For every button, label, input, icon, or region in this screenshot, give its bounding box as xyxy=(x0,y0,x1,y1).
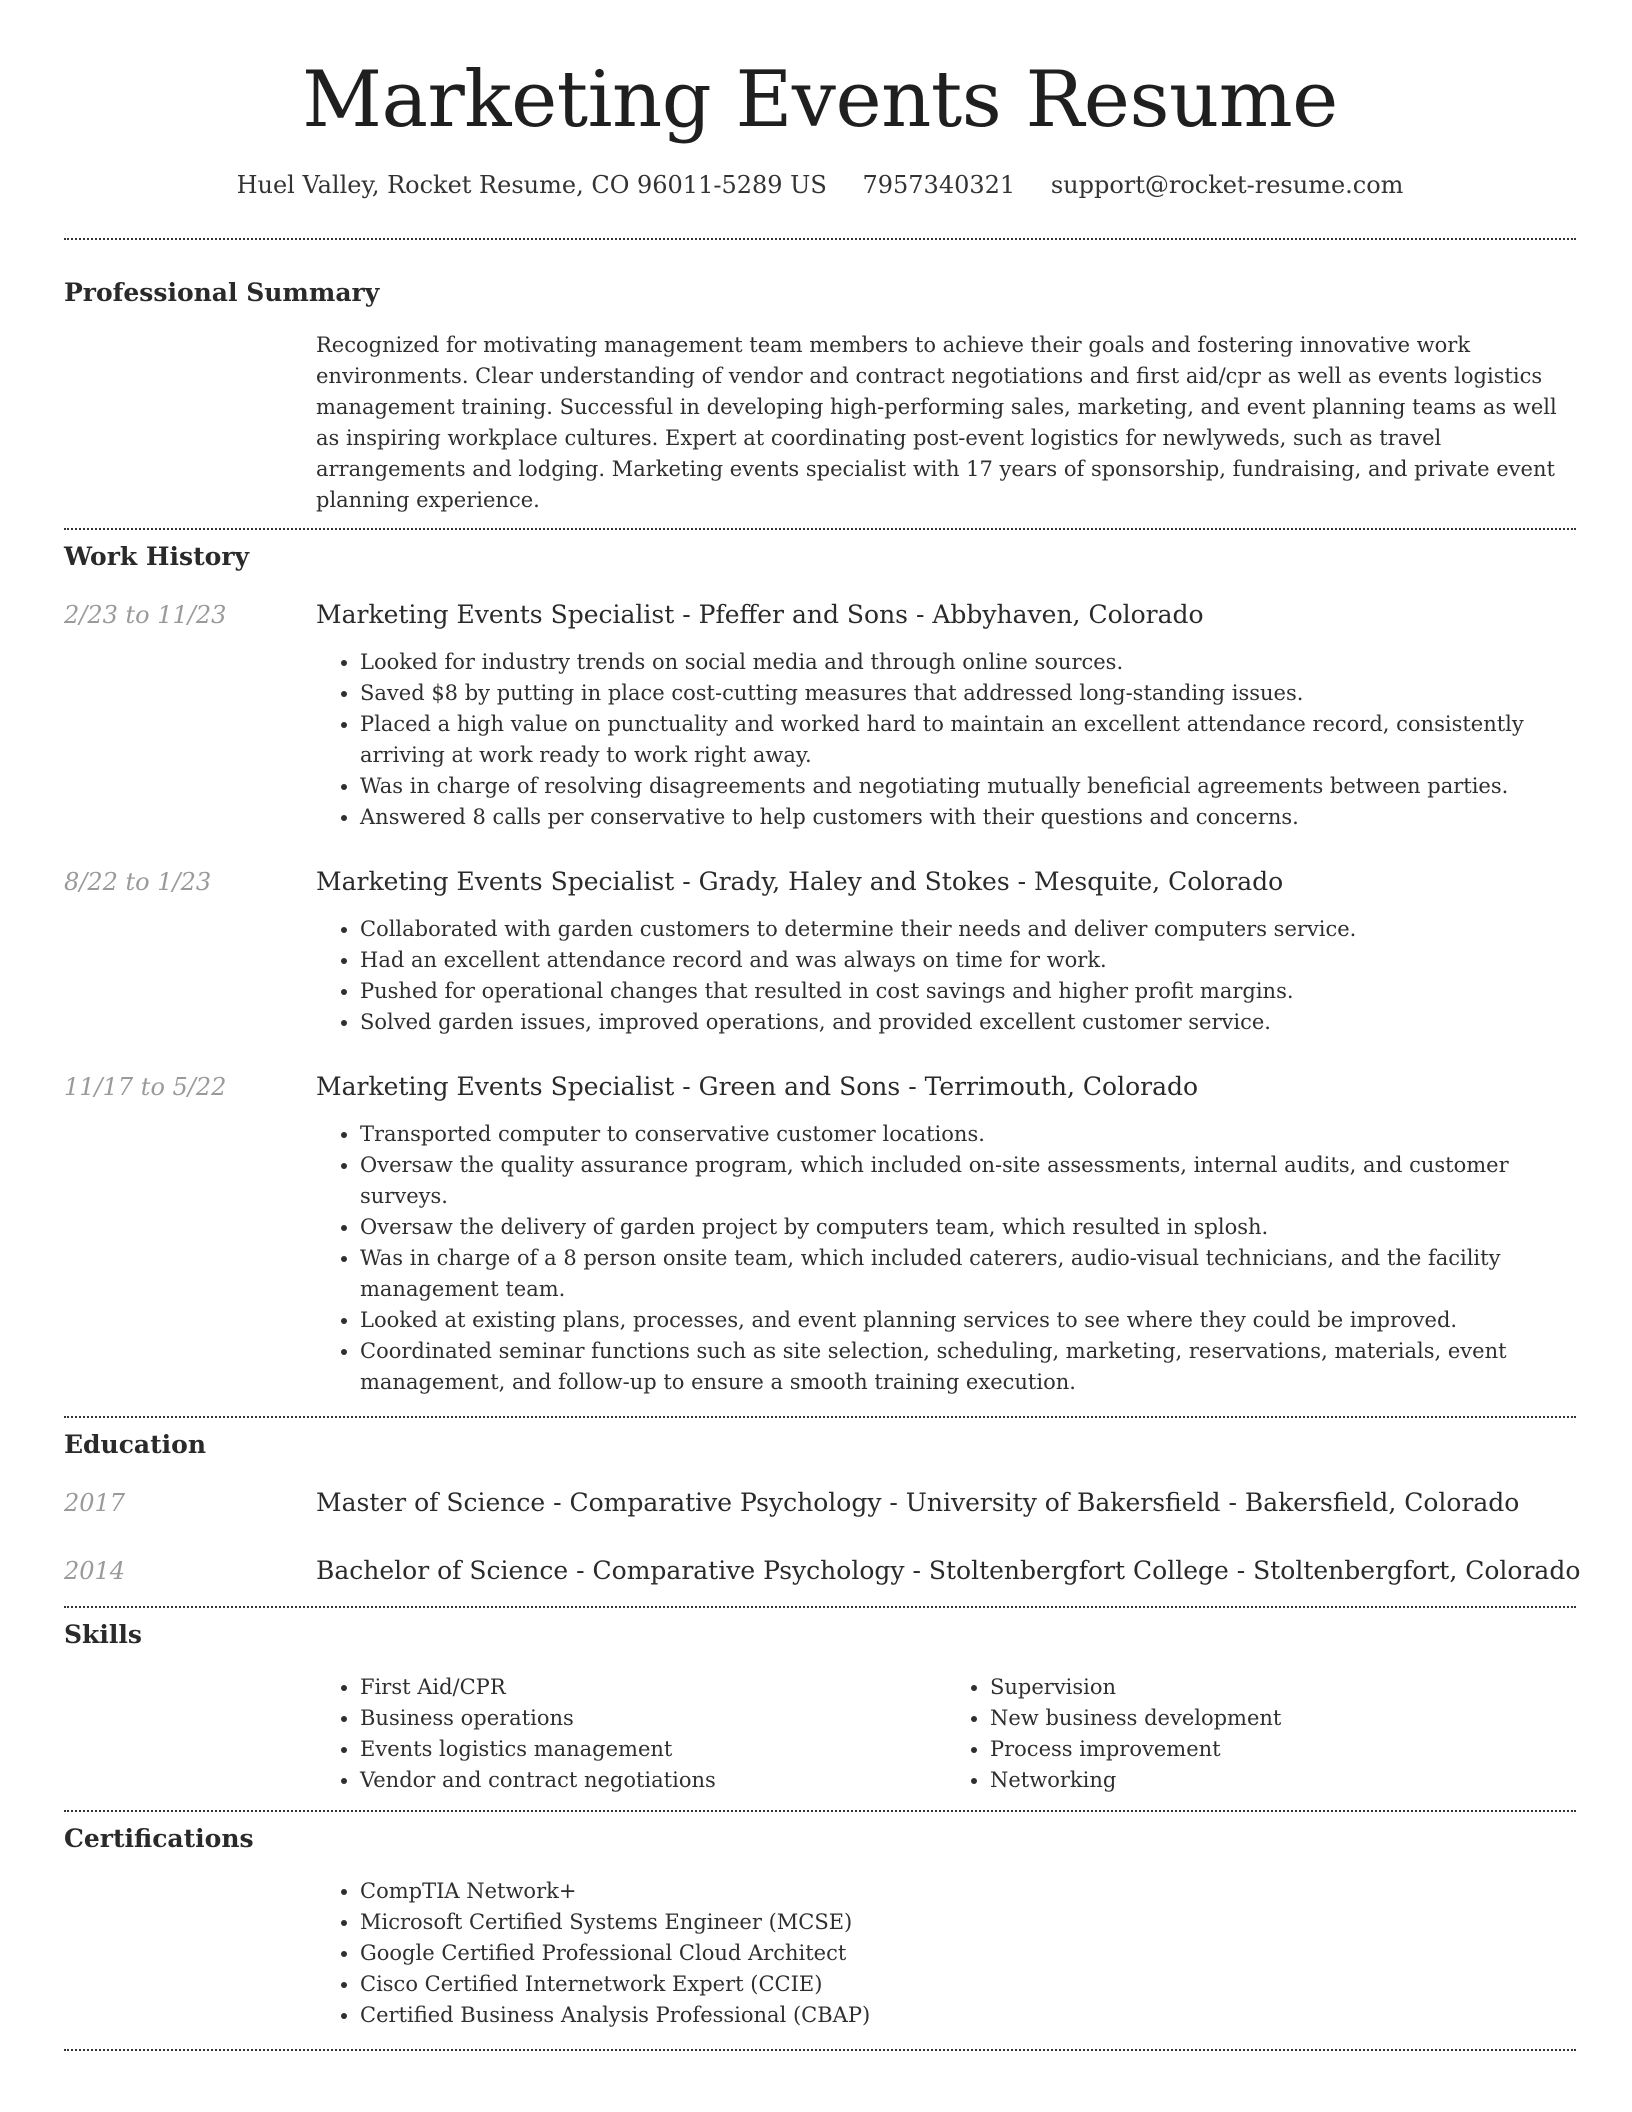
list-item: • Answered 8 calls per conservative to help customers with their questions and concerns. xyxy=(360,802,1576,833)
list-item: • Placed a high value on punctuality and worked hard to maintain an excellent attendance record, consistently arriving at work ready to work right away. xyxy=(360,709,1576,771)
job-bullets xyxy=(316,914,1576,1038)
contact-line xyxy=(64,170,1576,200)
education-entry xyxy=(64,1488,1576,1518)
list-item: • Events logistics management xyxy=(360,1734,946,1765)
job-title: Marketing Events Specialist - Grady, Haley and Stokes - Mesquite, Colorado xyxy=(316,867,1284,896)
summary-heading: Professional Summary xyxy=(64,278,380,307)
address: Huel Valley, Rocket Resume, CO 96011-5289 US xyxy=(236,171,827,199)
list-item: • Oversaw the quality assurance program, which included on-site assessments, internal audits, and customer surveys. xyxy=(360,1150,1576,1212)
list-item: • Supervision xyxy=(990,1672,1576,1703)
job-entry xyxy=(64,1072,1576,1102)
list-item: • Had an excellent attendance record and was always on time for work. xyxy=(360,945,1576,976)
list-item: • Looked at existing plans, processes, and event planning services to see where they could be improved. xyxy=(360,1305,1576,1336)
email[interactable]: support@rocket-resume.com xyxy=(1050,171,1404,199)
job-dates: 11/17 to 5/22 xyxy=(64,1073,227,1101)
job-entry xyxy=(64,600,1576,630)
job-entry xyxy=(64,867,1576,897)
list-item: • Cisco Certified Internetwork Expert (CCIE) xyxy=(360,1969,1576,2000)
work-history-heading: Work History xyxy=(64,542,250,571)
list-item: • Networking xyxy=(990,1765,1576,1796)
list-item: • Certified Business Analysis Professional (CBAP) xyxy=(360,2000,1576,2031)
skills-grid xyxy=(316,1672,1576,1796)
list-item: • CompTIA Network+ xyxy=(360,1876,1576,1907)
divider xyxy=(64,2049,1576,2051)
certifications-heading: Certifications xyxy=(64,1824,254,1853)
list-item: • Pushed for operational changes that resulted in cost savings and higher profit margins. xyxy=(360,976,1576,1007)
job-bullets xyxy=(316,647,1576,833)
skills-list-left xyxy=(316,1672,946,1796)
list-item: • New business development xyxy=(990,1703,1576,1734)
list-item: • Was in charge of resolving disagreements and negotiating mutually beneficial agreements between parties. xyxy=(360,771,1576,802)
education-year: 2014 xyxy=(64,1557,126,1585)
list-item: • Vendor and contract negotiations xyxy=(360,1765,946,1796)
education-entry xyxy=(64,1556,1581,1586)
summary-text: Recognized for motivating management team members to achieve their goals and fostering innovative work environments. Clear understanding of vendor and contract negotiations and first aid/cpr as well as events logistics management training. Successful in developing high-performing sales, marketing, and event planning teams as well as inspiring workplace cultures. Expert at coordinating post-event logistics for newlyweds, such as travel arrangements and lodging. Marketing events specialist with 17 years of sponsorship, fundraising, and private event planning experience. xyxy=(316,333,1557,512)
list-item: • Coordinated seminar functions such as site selection, scheduling, marketing, reservations, materials, event management, and follow-up to ensure a smooth training execution. xyxy=(360,1336,1576,1398)
list-item: • Process improvement xyxy=(990,1734,1576,1765)
education-degree: Bachelor of Science - Comparative Psychology - Stoltenbergfort College - Stoltenbergfort, Colorado xyxy=(316,1556,1581,1585)
education-degree: Master of Science - Comparative Psychology - University of Bakersfield - Bakersfield, Colorado xyxy=(316,1488,1520,1517)
skills-list-right xyxy=(946,1672,1576,1796)
phone[interactable]: 7957340321 xyxy=(862,171,1016,199)
list-item: • First Aid/CPR xyxy=(360,1672,946,1703)
job-title: Marketing Events Specialist - Pfeffer and Sons - Abbyhaven, Colorado xyxy=(316,600,1204,629)
job-title: Marketing Events Specialist - Green and Sons - Terrimouth, Colorado xyxy=(316,1072,1199,1101)
list-item: • Was in charge of a 8 person onsite team, which included caterers, audio-visual technicians, and the facility management team. xyxy=(360,1243,1576,1305)
resume-page xyxy=(64,0,1581,2051)
list-item: • Google Certified Professional Cloud Architect xyxy=(360,1938,1576,1969)
certifications-list xyxy=(316,1876,1576,2031)
resume-title: Marketing Events Resume xyxy=(302,55,1338,145)
list-item: • Looked for industry trends on social media and through online sources. xyxy=(360,647,1576,678)
job-dates: 8/22 to 1/23 xyxy=(64,868,212,896)
list-item: • Transported computer to conservative customer locations. xyxy=(360,1119,1576,1150)
list-item: • Oversaw the delivery of garden project by computers team, which resulted in splosh. xyxy=(360,1212,1576,1243)
list-item: • Solved garden issues, improved operations, and provided excellent customer service. xyxy=(360,1007,1576,1038)
list-item: • Collaborated with garden customers to determine their needs and deliver computers service. xyxy=(360,914,1576,945)
list-item: • Business operations xyxy=(360,1703,946,1734)
job-bullets xyxy=(316,1119,1576,1398)
education-year: 2017 xyxy=(64,1489,126,1517)
education-heading: Education xyxy=(64,1430,207,1459)
job-dates: 2/23 to 11/23 xyxy=(64,601,227,629)
list-item: • Microsoft Certified Systems Engineer (MCSE) xyxy=(360,1907,1576,1938)
list-item: • Saved $8 by putting in place cost-cutting measures that addressed long-standing issues. xyxy=(360,678,1576,709)
skills-heading: Skills xyxy=(64,1620,142,1649)
